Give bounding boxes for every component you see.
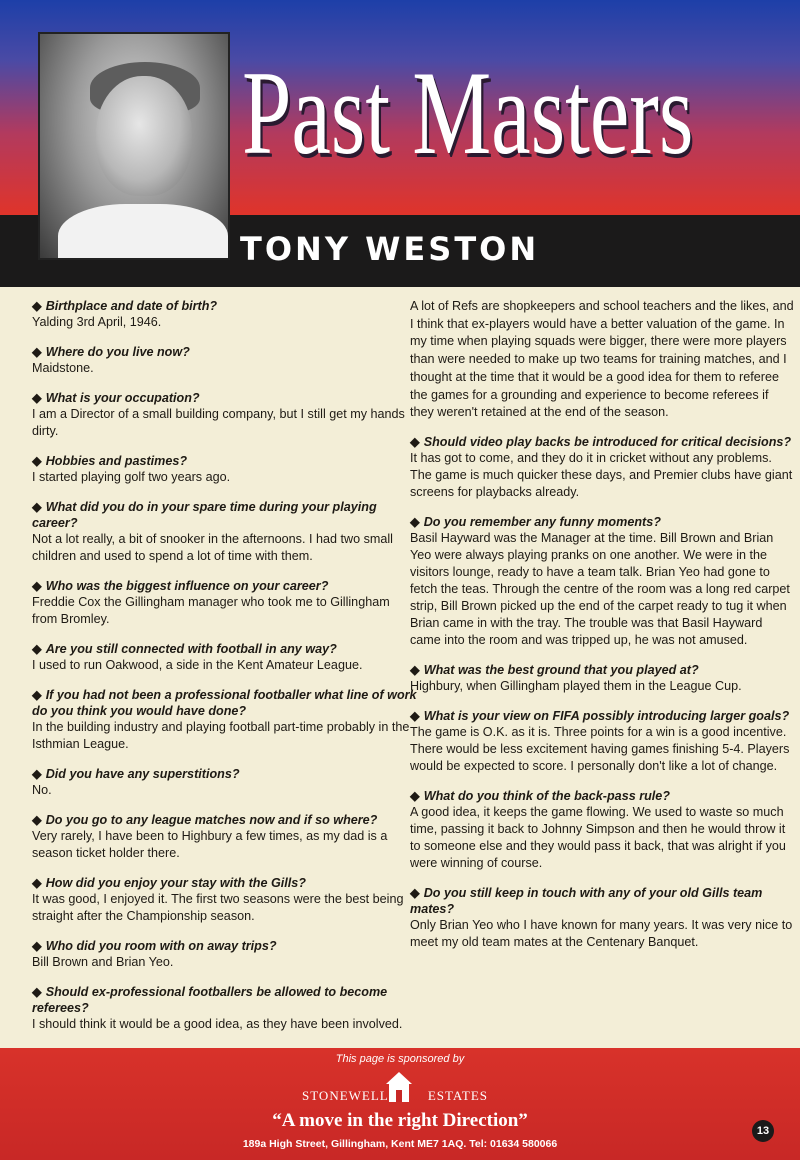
house-icon: [384, 1070, 414, 1104]
qa-item: [410, 662, 795, 695]
diamond-bullet-icon: ◆: [410, 514, 420, 529]
qa-item: [32, 687, 417, 753]
qa-item: [32, 641, 417, 674]
question: ◆ Who was the biggest influence on your career?: [32, 579, 329, 593]
diamond-bullet-icon: ◆: [32, 767, 42, 781]
diamond-bullet-icon: ◆: [32, 500, 42, 514]
subject-name: TONY WESTON: [240, 230, 540, 268]
continued-answer: A lot of Refs are shopkeepers and school teachers and the likes, and I think that ex-players would have a better valuation of the game. In my time when playing squads were bigger, there were more players than were needed to make up two teams for training matches, and I thought at the time that it would be a good idea for them to referee the games for a grounding and experience to become referees if they weren't retained at the end of the season.: [410, 299, 794, 420]
diamond-bullet-icon: ◆: [410, 788, 420, 803]
answer: Maidstone.: [32, 361, 94, 375]
question: ◆ Are you still connected with football in any way?: [32, 642, 337, 656]
right-column: [410, 298, 795, 964]
logo-text-right: ESTATES: [427, 1088, 488, 1103]
qa-item: [32, 499, 417, 565]
diamond-bullet-icon: ◆: [32, 813, 42, 827]
qa-item: [32, 938, 417, 971]
question: ◆ Where do you live now?: [32, 345, 190, 359]
answer: Basil Hayward was the Manager at the time. Bill Brown and Brian Yeo were always playing pranks on one another. We were in the visitors lounge, ready to have a team talk. Brian Yeo had gone to fetch the teas. Through the centre of the room was a long red carpet strip, Bill Brown picked up the end of the carpet ready to tug it when Brian came in with the tray. The trouble was that Basil Hayward came into the room and was tripped up, he was not amused.: [410, 530, 790, 647]
answer: I started playing golf two years ago.: [32, 470, 231, 484]
question: ◆ How did you enjoy your stay with the Gills?: [32, 876, 306, 890]
question: ◆ What do you think of the back-pass rule?: [410, 788, 670, 803]
qa-item: [410, 434, 795, 501]
sponsor-footer: [0, 1048, 800, 1160]
sponsor-address: 189a High Street, Gillingham, Kent ME7 1AQ. Tel: 01634 580066: [242, 1138, 558, 1150]
answer: Freddie Cox the Gillingham manager who took me to Gillingham from Bromley.: [32, 595, 390, 626]
qa-item: [410, 788, 795, 872]
qa-item: [32, 766, 417, 799]
answer: I used to run Oakwood, a side in the Kent Amateur League.: [32, 658, 363, 672]
answer: I should think it would be a good idea, as they have been involved.: [32, 1017, 403, 1031]
qa-item: [410, 708, 795, 775]
portrait-shirt: [58, 204, 228, 260]
diamond-bullet-icon: ◆: [410, 662, 420, 677]
page-number: 13: [752, 1120, 774, 1142]
logo-text-left: STONEWELL: [302, 1088, 389, 1103]
question: ◆ Did you have any superstitions?: [32, 767, 240, 781]
qa-item: [32, 453, 417, 486]
question: ◆ What did you do in your spare time during your playing career?: [32, 500, 377, 530]
diamond-bullet-icon: ◆: [32, 688, 42, 702]
qa-item: [32, 875, 417, 925]
question: ◆ Birthplace and date of birth?: [32, 299, 218, 313]
diamond-bullet-icon: ◆: [32, 939, 42, 953]
diamond-bullet-icon: ◆: [32, 391, 42, 405]
question: ◆ Should video play backs be introduced for critical decisions?: [410, 434, 792, 449]
answer: Yalding 3rd April, 1946.: [32, 315, 162, 329]
answer: It was good, I enjoyed it. The first two seasons were the best being straight after the Championship season.: [32, 892, 404, 923]
diamond-bullet-icon: ◆: [32, 876, 42, 890]
qa-item: [32, 344, 417, 377]
question: ◆ What is your occupation?: [32, 391, 200, 405]
answer: Only Brian Yeo who I have known for many years. It was very nice to meet my old team mates at the Centenary Banquet.: [410, 917, 793, 949]
qa-item: [32, 812, 417, 862]
diamond-bullet-icon: ◆: [32, 642, 42, 656]
sponsor-note: This page is sponsored by: [335, 1053, 465, 1065]
question: ◆ What was the best ground that you played at?: [410, 662, 699, 677]
qa-item: [32, 298, 417, 331]
question: ◆ Do you still keep in touch with any of your old Gills team mates?: [410, 885, 763, 916]
question: ◆ Should ex-professional footballers be allowed to become referees?: [32, 985, 388, 1015]
answer: Not a lot really, a bit of snooker in the afternoons. I had two small children and used to spend a lot of time with them.: [32, 532, 393, 563]
left-column: [32, 298, 417, 1046]
answer: Highbury, when Gillingham played them in the League Cup.: [410, 678, 742, 693]
answer: It has got to come, and they do it in cricket without any problems. The game is much quicker these days, and Premier clubs have giant screens for playbacks already.: [410, 450, 793, 499]
qa-item: [32, 578, 417, 628]
question: ◆ Do you go to any league matches now and if so where?: [32, 813, 378, 827]
portrait-photo: [38, 32, 230, 260]
answer: In the building industry and playing football part-time probably in the Isthmian League.: [32, 720, 410, 751]
answer: A good idea, it keeps the game flowing. We used to waste so much time, passing it back to Johnny Simpson and then he would throw it to someone else and they would pass it back, that was alright if you were winning of course.: [410, 804, 786, 870]
answer: I am a Director of a small building company, but I still get my hands dirty.: [32, 407, 405, 438]
diamond-bullet-icon: ◆: [32, 985, 42, 999]
qa-item: [32, 390, 417, 440]
diamond-bullet-icon: ◆: [32, 299, 42, 313]
question: ◆ Do you remember any funny moments?: [410, 514, 661, 529]
diamond-bullet-icon: ◆: [32, 345, 42, 359]
sponsor-tagline: “A move in the right Direction”: [272, 1110, 528, 1131]
answer: The game is O.K. as it is. Three points for a win is a good incentive. There would be less excitement having games finishing 5-4. Players would be expected to score. I personally don't like a lot of change.: [410, 724, 790, 773]
qa-item: [32, 984, 417, 1033]
diamond-bullet-icon: ◆: [32, 579, 42, 593]
sponsor-logo: [302, 1070, 502, 1110]
question: ◆ What is your view on FIFA possibly introducing larger goals?: [410, 708, 790, 723]
answer: Bill Brown and Brian Yeo.: [32, 955, 174, 969]
diamond-bullet-icon: ◆: [32, 454, 42, 468]
diamond-bullet-icon: ◆: [410, 885, 420, 900]
qa-item: [410, 885, 795, 951]
diamond-bullet-icon: ◆: [410, 708, 420, 723]
qa-item: [410, 514, 795, 649]
question: ◆ Who did you room with on away trips?: [32, 939, 277, 953]
portrait-face: [96, 76, 192, 196]
question: ◆ Hobbies and pastimes?: [32, 454, 188, 468]
diamond-bullet-icon: ◆: [410, 434, 420, 449]
page-title: Past Masters: [242, 46, 694, 179]
answer: Very rarely, I have been to Highbury a few times, as my dad is a season ticket holder there.: [32, 829, 388, 860]
question: ◆ If you had not been a professional footballer what line of work do you think you would have done?: [32, 688, 417, 718]
answer: No.: [32, 783, 52, 797]
